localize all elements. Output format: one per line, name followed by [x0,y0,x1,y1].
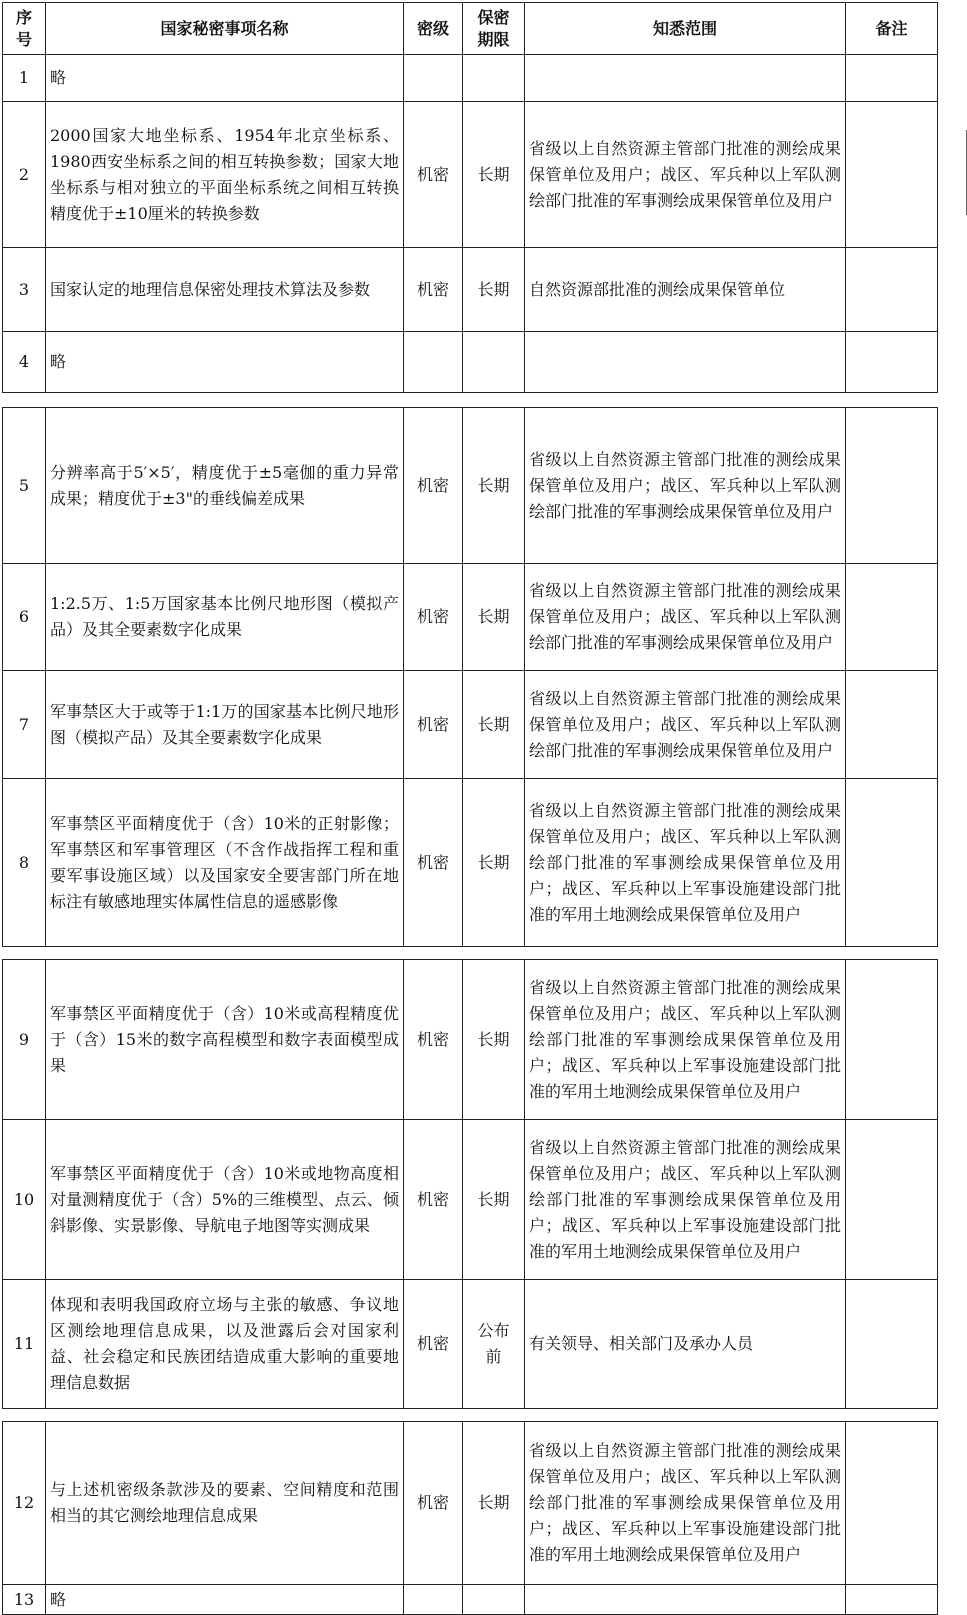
row-name: 略 [46,55,404,102]
row-name: 军事禁区平面精度优于（含）10米的正射影像；军事禁区和军事管理区（不含作战指挥工程和重要军事设施区域）以及国家安全要害部门所在地标注有敏感地理实体属性信息的遥感影像 [46,779,404,947]
row-note [846,1280,938,1409]
row-no: 1 [3,55,46,102]
secrets-table-part-2 [2,407,938,947]
row-note [846,55,938,102]
table-row [3,332,938,393]
row-level: 机密 [404,102,463,248]
secrets-table-part-3 [2,959,938,1409]
col-header-note: 备注 [846,3,938,55]
row-period [463,55,525,102]
secrets-table-part-1 [2,2,938,393]
row-no: 3 [3,248,46,332]
row-period [463,332,525,393]
row-name: 分辨率高于5′×5′，精度优于±5毫伽的重力异常成果；精度优于±3"的垂线偏差成果 [46,408,404,564]
row-level: 机密 [404,1280,463,1409]
row-name: 军事禁区平面精度优于（含）10米或地物高度相对量测精度优于（含）5%的三维模型、点云、倾斜影像、实景影像、导航电子地图等实测成果 [46,1120,404,1280]
row-period: 长期 [463,779,525,947]
row-no: 13 [3,1585,46,1615]
col-header-period: 保密期限 [463,3,525,55]
secrets-table-part-4 [2,1421,938,1615]
table-row [3,408,938,564]
row-scope: 省级以上自然资源主管部门批准的测绘成果保管单位及用户；战区、军兵种以上军队测绘部门批准的军事测绘成果保管单位及用户 [525,102,846,248]
col-header-no: 序号 [3,3,46,55]
table-row [3,671,938,779]
row-period: 长期 [463,564,525,671]
row-scope [525,1585,846,1615]
row-no: 10 [3,1120,46,1280]
row-level [404,332,463,393]
row-scope [525,55,846,102]
row-level: 机密 [404,960,463,1120]
row-name: 1:2.5万、1:5万国家基本比例尺地形图（模拟产品）及其全要素数字化成果 [46,564,404,671]
row-scope: 有关领导、相关部门及承办人员 [525,1280,846,1409]
table-row [3,1280,938,1409]
table-row [3,779,938,947]
table-header-row [3,3,938,55]
row-no: 8 [3,779,46,947]
table-row [3,55,938,102]
row-level: 机密 [404,248,463,332]
table-row [3,248,938,332]
row-level: 机密 [404,671,463,779]
row-scope: 省级以上自然资源主管部门批准的测绘成果保管单位及用户；战区、军兵种以上军队测绘部门批准的军事测绘成果保管单位及用户；战区、军兵种以上军事设施建设部门批准的军用土地测绘成果保管单位及用户 [525,1120,846,1280]
row-period: 长期 [463,1120,525,1280]
table-row [3,102,938,248]
row-period: 公布前 [463,1280,525,1409]
col-header-scope: 知悉范围 [525,3,846,55]
row-name: 2000国家大地坐标系、1954年北京坐标系、1980西安坐标系之间的相互转换参数；国家大地坐标系与相对独立的平面坐标系统之间相互转换精度优于±10厘米的转换参数 [46,102,404,248]
row-scope: 自然资源部批准的测绘成果保管单位 [525,248,846,332]
row-note [846,671,938,779]
row-level [404,55,463,102]
row-scope: 省级以上自然资源主管部门批准的测绘成果保管单位及用户；战区、军兵种以上军队测绘部门批准的军事测绘成果保管单位及用户 [525,671,846,779]
row-level [404,1585,463,1615]
row-name: 与上述机密级条款涉及的要素、空间精度和范围相当的其它测绘地理信息成果 [46,1422,404,1585]
table-row [3,1120,938,1280]
row-no: 2 [3,102,46,248]
row-note [846,1585,938,1615]
row-no: 5 [3,408,46,564]
table-row [3,960,938,1120]
row-note [846,332,938,393]
row-no: 4 [3,332,46,393]
row-note [846,1422,938,1585]
row-level: 机密 [404,408,463,564]
col-header-level: 密级 [404,3,463,55]
col-header-name: 国家秘密事项名称 [46,3,404,55]
row-level: 机密 [404,564,463,671]
row-name: 军事禁区大于或等于1:1万的国家基本比例尺地形图（模拟产品）及其全要素数字化成果 [46,671,404,779]
table-row [3,1585,938,1615]
row-scope: 省级以上自然资源主管部门批准的测绘成果保管单位及用户；战区、军兵种以上军队测绘部门批准的军事测绘成果保管单位及用户 [525,408,846,564]
row-no: 12 [3,1422,46,1585]
row-scope: 省级以上自然资源主管部门批准的测绘成果保管单位及用户；战区、军兵种以上军队测绘部门批准的军事测绘成果保管单位及用户；战区、军兵种以上军事设施建设部门批准的军用土地测绘成果保管单位及用户 [525,1422,846,1585]
row-no: 11 [3,1280,46,1409]
table-row [3,564,938,671]
row-scope: 省级以上自然资源主管部门批准的测绘成果保管单位及用户；战区、军兵种以上军队测绘部门批准的军事测绘成果保管单位及用户；战区、军兵种以上军事设施建设部门批准的军用土地测绘成果保管单位及用户 [525,779,846,947]
row-no: 6 [3,564,46,671]
row-name: 体现和表明我国政府立场与主张的敏感、争议地区测绘地理信息成果，以及泄露后会对国家利益、社会稳定和民族团结造成重大影响的重要地理信息数据 [46,1280,404,1409]
row-no: 7 [3,671,46,779]
row-period: 长期 [463,1422,525,1585]
table-row [3,1422,938,1585]
row-period: 长期 [463,960,525,1120]
row-note [846,408,938,564]
row-scope [525,332,846,393]
row-scope: 省级以上自然资源主管部门批准的测绘成果保管单位及用户；战区、军兵种以上军队测绘部门批准的军事测绘成果保管单位及用户 [525,564,846,671]
row-no: 9 [3,960,46,1120]
row-period: 长期 [463,671,525,779]
row-note [846,564,938,671]
row-note [846,102,938,248]
row-name: 军事禁区平面精度优于（含）10米或高程精度优于（含）15米的数字高程模型和数字表面模型成果 [46,960,404,1120]
row-period [463,1585,525,1615]
row-note [846,248,938,332]
row-name: 略 [46,332,404,393]
row-note [846,779,938,947]
row-period: 长期 [463,408,525,564]
row-note [846,1120,938,1280]
row-scope: 省级以上自然资源主管部门批准的测绘成果保管单位及用户；战区、军兵种以上军队测绘部门批准的军事测绘成果保管单位及用户；战区、军兵种以上军事设施建设部门批准的军用土地测绘成果保管单位及用户 [525,960,846,1120]
row-period: 长期 [463,248,525,332]
row-level: 机密 [404,1422,463,1585]
row-period: 长期 [463,102,525,248]
row-level: 机密 [404,779,463,947]
row-name: 略 [46,1585,404,1615]
row-name: 国家认定的地理信息保密处理技术算法及参数 [46,248,404,332]
row-note [846,960,938,1120]
row-level: 机密 [404,1120,463,1280]
